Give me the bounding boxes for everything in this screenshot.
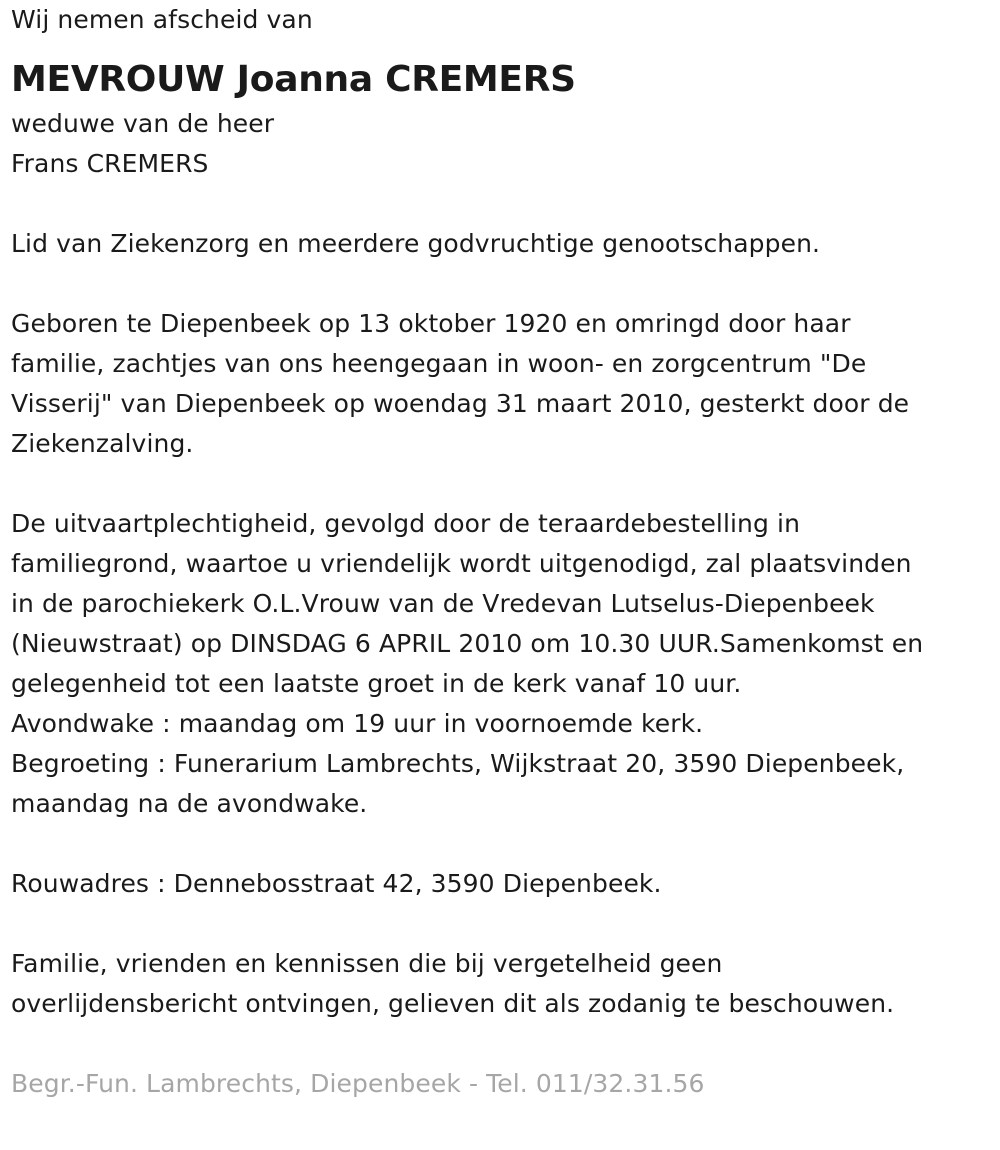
greeting-line: Begroeting : Funerarium Lambrechts, Wijkstraat 20, 3590 Diepenbeek, <box>11 749 905 778</box>
notice-paragraph <box>11 944 986 1024</box>
paragraph-line: Geboren te Diepenbeek op 13 oktober 1920 en omringd door haar <box>11 309 851 338</box>
spacer <box>11 184 986 224</box>
paragraph-line: overlijdensbericht ontvingen, gelieven dit als zodanig te beschouwen. <box>11 989 895 1018</box>
spacer <box>11 1024 986 1064</box>
deceased-name: MEVROUW Joanna CREMERS <box>11 59 576 100</box>
spacer <box>11 264 986 304</box>
intro-line: Wij nemen afscheid van <box>11 5 313 34</box>
spacer <box>11 40 986 56</box>
paragraph-line: familiegrond, waartoe u vriendelijk wordt uitgenodigd, zal plaatsvinden <box>11 549 912 578</box>
paragraph-line: Ziekenzalving. <box>11 429 194 458</box>
spouse-line-2: Frans CREMERS <box>11 149 209 178</box>
birth-death-paragraph <box>11 304 986 464</box>
membership-line: Lid van Ziekenzorg en meerdere godvruchtige genootschappen. <box>11 229 821 258</box>
paragraph-line: in de parochiekerk O.L.Vrouw van de Vredevan Lutselus-Diepenbeek <box>11 589 875 618</box>
paragraph-line: Familie, vrienden en kennissen die bij vergetelheid geen <box>11 949 723 978</box>
obituary-notice <box>11 0 986 1104</box>
paragraph-line: gelegenheid tot een laatste groet in de kerk vanaf 10 uur. <box>11 669 742 698</box>
funeral-home-footer: Begr.-Fun. Lambrechts, Diepenbeek - Tel. 011/32.31.56 <box>11 1069 705 1098</box>
ceremony-paragraph <box>11 504 986 824</box>
wake-line: Avondwake : maandag om 19 uur in voornoemde kerk. <box>11 709 704 738</box>
spacer <box>11 464 986 504</box>
paragraph-line: Visserij" van Diepenbeek op woendag 31 maart 2010, gesterkt door de <box>11 389 910 418</box>
paragraph-line: (Nieuwstraat) op DINSDAG 6 APRIL 2010 om 10.30 UUR.Samenkomst en <box>11 629 924 658</box>
spouse-line-1: weduwe van de heer <box>11 109 275 138</box>
paragraph-line: De uitvaartplechtigheid, gevolgd door de teraardebestelling in <box>11 509 801 538</box>
mourning-address: Rouwadres : Dennebosstraat 42, 3590 Diepenbeek. <box>11 869 662 898</box>
spacer <box>11 904 986 944</box>
paragraph-line: maandag na de avondwake. <box>11 789 368 818</box>
spacer <box>11 824 986 864</box>
paragraph-line: familie, zachtjes van ons heengegaan in woon- en zorgcentrum "De <box>11 349 867 378</box>
